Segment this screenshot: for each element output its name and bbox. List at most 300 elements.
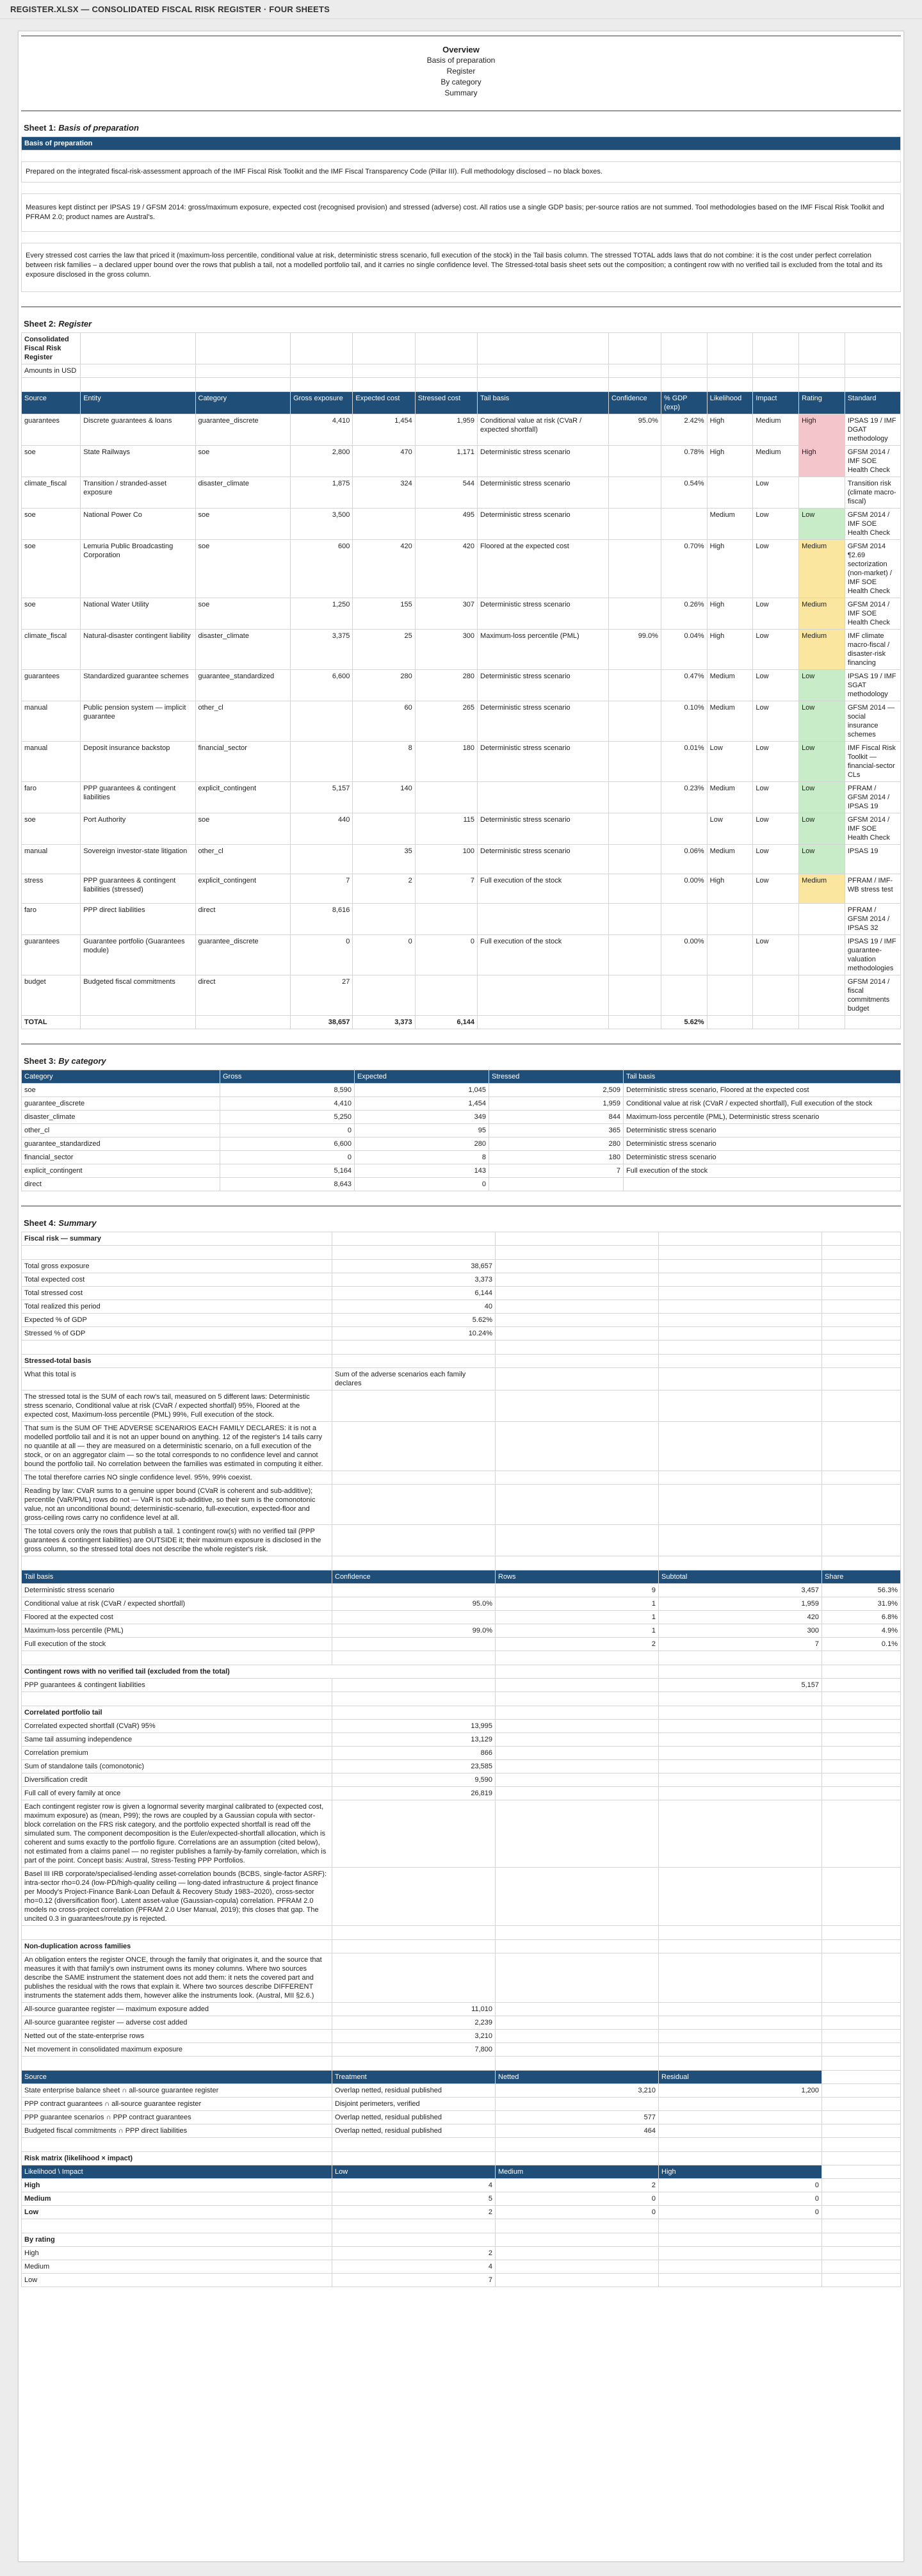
register-cell: soe (195, 598, 291, 630)
rating-cell: High (799, 446, 845, 477)
register-cell: disaster_climate (195, 630, 291, 670)
register-cell: Low (753, 845, 799, 874)
summary-row (22, 2274, 901, 2287)
register-cell: GFSM 2014 / IMF SOE Health Check (845, 813, 900, 845)
category-row (22, 1084, 901, 1097)
register-cell: 1,250 (291, 598, 353, 630)
category-row (22, 1178, 901, 1191)
category-cell: 844 (489, 1111, 624, 1124)
register-total-row (22, 1016, 901, 1029)
register-cell (478, 782, 609, 813)
summary-row (22, 1273, 901, 1287)
register-cell (608, 540, 661, 598)
matrix-cell: High (22, 2179, 332, 2192)
register-cell: 0 (353, 935, 415, 975)
category-cell: 2,509 (489, 1084, 624, 1097)
register-cell: direct (195, 975, 291, 1016)
register-cell: Deterministic stress scenario (478, 670, 609, 701)
category-cell: 6,600 (220, 1137, 355, 1151)
category-cell: 8,643 (220, 1178, 355, 1191)
sheet4-title: Sheet 4: Summary (24, 1218, 97, 1228)
register-cell: 8 (353, 742, 415, 782)
source-cell (659, 2111, 822, 2124)
register-cell: Standardized guarantee schemes (81, 670, 195, 701)
source-cell: Overlap netted, residual published (332, 2111, 496, 2124)
category-column-header: Stressed (489, 1070, 624, 1084)
register-column-header: Category (195, 392, 291, 414)
register-cell: stress (22, 874, 81, 904)
register-cell: 1,875 (291, 477, 353, 509)
register-cell: soe (22, 509, 81, 540)
tail-cell: 1 (496, 1597, 659, 1611)
category-cell: Deterministic stress scenario (624, 1137, 901, 1151)
total-cell (845, 1016, 900, 1029)
register-cell: guarantees (22, 935, 81, 975)
rating-cell: Low (799, 845, 845, 874)
corr-heading: Correlated portfolio tail (22, 1706, 332, 1720)
register-cell: climate_fiscal (22, 477, 81, 509)
total-cell (195, 1016, 291, 1029)
register-cell: manual (22, 845, 81, 874)
category-row (22, 1151, 901, 1164)
tail-cell: 3,457 (659, 1584, 822, 1597)
register-cell (291, 742, 353, 782)
register-cell: Medium (707, 509, 753, 540)
register-column-header: Stressed cost (415, 392, 477, 414)
register-cell: Deterministic stress scenario (478, 446, 609, 477)
register-cell: Low (753, 630, 799, 670)
matrix-row (22, 2179, 901, 2192)
matrix-heading: Risk matrix (likelihood × impact) (22, 2152, 332, 2165)
matrix-cell: 0 (659, 2206, 822, 2219)
summary-row (22, 1787, 901, 1800)
register-cell: 25 (353, 630, 415, 670)
register-cell (608, 874, 661, 904)
matrix-column-header: High (659, 2165, 822, 2179)
tail-cell: 56.3% (822, 1584, 901, 1597)
register-cell: guarantee_standardized (195, 670, 291, 701)
category-cell: explicit_contingent (22, 1164, 220, 1178)
register-cell: 495 (415, 509, 477, 540)
contingent-heading: Contingent rows with no verified tail (excluded from the total) (22, 1665, 496, 1679)
summary-value: 9,590 (332, 1773, 496, 1787)
category-row (22, 1111, 901, 1124)
register-cell: GFSM 2014 — social insurance schemes (845, 701, 900, 742)
source-cell: Budgeted fiscal commitments ∩ PPP direct liabilities (22, 2124, 332, 2138)
register-cell: Budgeted fiscal commitments (81, 975, 195, 1016)
spreadsheet-document (18, 31, 904, 2562)
summary-label: All-source guarantee register — maximum exposure added (22, 2003, 332, 2016)
sheet3-title: Sheet 3: By category (24, 1056, 106, 1066)
register-cell: soe (22, 813, 81, 845)
register-cell: 7 (291, 874, 353, 904)
rating-cell: Low (799, 813, 845, 845)
register-table (21, 332, 901, 1029)
register-cell: High (707, 540, 753, 598)
register-cell (353, 813, 415, 845)
register-cell: Natural-disaster contingent liability (81, 630, 195, 670)
register-cell: Low (753, 670, 799, 701)
register-cell: Medium (707, 670, 753, 701)
register-cell: direct (195, 904, 291, 935)
summary-label: Full call of every family at once (22, 1787, 332, 1800)
summary-label: Low (22, 2274, 332, 2287)
register-cell (291, 845, 353, 874)
register-row (22, 874, 901, 904)
summary-value: 866 (332, 1747, 496, 1760)
tail-column-header: Rows (496, 1570, 659, 1584)
summary-value: 40 (332, 1300, 496, 1314)
source-cell: Disjoint perimeters, verified (332, 2098, 496, 2111)
register-cell (753, 904, 799, 935)
summary-value: 23,585 (332, 1760, 496, 1773)
register-cell (608, 670, 661, 701)
register-cell: budget (22, 975, 81, 1016)
tail-cell: Full execution of the stock (22, 1638, 332, 1651)
register-cell: 0.26% (661, 598, 707, 630)
register-cell: 0.70% (661, 540, 707, 598)
category-cell: soe (22, 1084, 220, 1097)
matrix-column-header: Medium (496, 2165, 659, 2179)
category-cell: 280 (489, 1137, 624, 1151)
register-cell: 0.10% (661, 701, 707, 742)
register-cell: High (707, 598, 753, 630)
tail-cell: 99.0% (332, 1624, 496, 1638)
register-cell (291, 701, 353, 742)
rating-cell: Low (799, 670, 845, 701)
register-cell: Medium (707, 782, 753, 813)
summary-row (22, 2030, 901, 2043)
summary-paragraph: The total therefore carries NO single confidence level. 95%, 99% coexist. (22, 1471, 332, 1485)
category-cell: other_cl (22, 1124, 220, 1137)
register-cell: 0.47% (661, 670, 707, 701)
sheet2-section (21, 306, 901, 1029)
register-cell (707, 975, 753, 1016)
summary-row (22, 1300, 901, 1314)
summary-label: Same tail assuming independence (22, 1733, 332, 1747)
summary-table (21, 1232, 901, 2287)
total-cell (707, 1016, 753, 1029)
register-cell: 3,375 (291, 630, 353, 670)
category-cell: disaster_climate (22, 1111, 220, 1124)
tail-row (22, 1611, 901, 1624)
register-cell (608, 701, 661, 742)
summary-label: Stressed % of GDP (22, 1327, 332, 1341)
register-cell: 0.23% (661, 782, 707, 813)
category-cell: 143 (355, 1164, 489, 1178)
register-cell: Low (753, 935, 799, 975)
source-header-row (22, 2071, 901, 2084)
register-cell: disaster_climate (195, 477, 291, 509)
summary-label: Medium (22, 2260, 332, 2274)
register-cell (608, 813, 661, 845)
summary-row (22, 1260, 901, 1273)
register-cell: Conditional value at risk (CVaR / expected shortfall) (478, 414, 609, 446)
register-cell: Low (753, 813, 799, 845)
summary-row (22, 1760, 901, 1773)
summary-label: Correlation premium (22, 1747, 332, 1760)
register-row (22, 701, 901, 742)
total-cell: 5.62% (661, 1016, 707, 1029)
register-row (22, 670, 901, 701)
register-units: Amounts in USD (22, 364, 81, 378)
summary-paragraph: The total covers only the rows that publish a tail. 1 contingent row(s) with no verified tail (PPP guarantees & contingent liabilities) are OUTSIDE it; their maximum exposure is disclosed in the gross column, so the stressed total does not describe the whole register's risk. (22, 1525, 332, 1556)
matrix-cell: 2 (332, 2206, 496, 2219)
register-cell: soe (22, 540, 81, 598)
register-cell: High (707, 414, 753, 446)
tail-cell: Deterministic stress scenario (22, 1584, 332, 1597)
register-cell: 140 (353, 782, 415, 813)
category-cell (624, 1178, 901, 1191)
basis-table (21, 136, 901, 292)
register-cell: Deterministic stress scenario (478, 701, 609, 742)
register-cell: explicit_contingent (195, 782, 291, 813)
register-cell: 0.06% (661, 845, 707, 874)
source-row (22, 2098, 901, 2111)
register-cell: IPSAS 19 / IMF DGAT methodology (845, 414, 900, 446)
register-cell: faro (22, 782, 81, 813)
matrix-row (22, 2192, 901, 2206)
source-cell: 464 (496, 2124, 659, 2138)
category-cell (489, 1178, 624, 1191)
category-cell: guarantee_discrete (22, 1097, 220, 1111)
summary-value: 3,210 (332, 2030, 496, 2043)
rating-heading: By rating (22, 2233, 332, 2247)
category-cell: 7 (489, 1164, 624, 1178)
source-cell: PPP contract guarantees ∩ all-source guarantee register (22, 2098, 332, 2111)
register-cell: Low (753, 782, 799, 813)
register-cell: Transition / stranded-asset exposure (81, 477, 195, 509)
category-cell: 0 (220, 1124, 355, 1137)
category-header-row (22, 1070, 901, 1084)
sheet4-section (21, 1205, 901, 2287)
nondup-heading: Non-duplication across families (22, 1940, 332, 1953)
register-cell (608, 975, 661, 1016)
register-cell (608, 509, 661, 540)
register-cell (608, 598, 661, 630)
register-row (22, 509, 901, 540)
register-cell: Public pension system — implicit guarantee (81, 701, 195, 742)
tail-cell: 1 (496, 1624, 659, 1638)
summary-row (22, 1720, 901, 1733)
overview-toc (21, 39, 901, 106)
register-cell: 265 (415, 701, 477, 742)
category-cell: Maximum-loss percentile (PML), Deterministic stress scenario (624, 1111, 901, 1124)
matrix-cell: 5 (332, 2192, 496, 2206)
rating-cell (799, 904, 845, 935)
register-row (22, 414, 901, 446)
register-cell (661, 813, 707, 845)
register-cell: 0 (415, 935, 477, 975)
basis-header: Basis of preparation (22, 137, 901, 151)
source-cell: State enterprise balance sheet ∩ all-source guarantee register (22, 2084, 332, 2098)
summary-row (22, 1733, 901, 1747)
summary-label: Total stressed cost (22, 1287, 332, 1300)
register-cell: PPP guarantees & contingent liabilities (81, 782, 195, 813)
toc-link-summary[interactable]: Summary (444, 88, 478, 97)
register-cell (608, 935, 661, 975)
category-cell: 0 (355, 1178, 489, 1191)
summary-value: 38,657 (332, 1260, 496, 1273)
tail-basis-header-row (22, 1570, 901, 1584)
register-row (22, 975, 901, 1016)
category-cell: Deterministic stress scenario (624, 1151, 901, 1164)
register-cell: 470 (353, 446, 415, 477)
register-cell: Low (707, 742, 753, 782)
register-cell: GFSM 2014 / IMF SOE Health Check (845, 509, 900, 540)
summary-value: 2 (332, 2247, 496, 2260)
sheet3-section (21, 1043, 901, 1191)
rating-cell: Low (799, 509, 845, 540)
tail-cell: 1 (496, 1611, 659, 1624)
summary-label: Total gross exposure (22, 1260, 332, 1273)
tail-cell: Floored at the expected cost (22, 1611, 332, 1624)
total-cell (478, 1016, 609, 1029)
toc-link-register[interactable]: Register (446, 67, 476, 76)
summary-row (22, 1773, 901, 1787)
summary-row (22, 2247, 901, 2260)
fiscal-summary-heading: Fiscal risk — summary (22, 1232, 332, 1246)
matrix-cell: 0 (496, 2192, 659, 2206)
toc-link-basis[interactable]: Basis of preparation (426, 56, 496, 65)
register-cell: Deterministic stress scenario (478, 598, 609, 630)
tail-cell (332, 1584, 496, 1597)
summary-label: Expected % of GDP (22, 1314, 332, 1327)
category-row (22, 1097, 901, 1111)
source-cell: Overlap netted, residual published (332, 2084, 496, 2098)
register-cell: 1,171 (415, 446, 477, 477)
register-cell: 300 (415, 630, 477, 670)
summary-label: Total expected cost (22, 1273, 332, 1287)
register-cell: IPSAS 19 (845, 845, 900, 874)
register-cell: 0.04% (661, 630, 707, 670)
register-cell: 155 (353, 598, 415, 630)
register-cell: 280 (353, 670, 415, 701)
summary-value: 7 (332, 2274, 496, 2287)
basis-paragraph-1: Prepared on the integrated fiscal-risk-assessment approach of the IMF Fiscal Risk Toolkit and the IMF Fiscal Transparency Code (Pillar III). Full methodology disclosed – no black boxes. (22, 162, 901, 183)
category-cell: 8,590 (220, 1084, 355, 1097)
register-cell: State Railways (81, 446, 195, 477)
register-cell: GFSM 2014 ¶2.69 sectorization (non-market) / IMF SOE Health Check (845, 540, 900, 598)
rating-cell: Low (799, 701, 845, 742)
summary-value: 11,010 (332, 2003, 496, 2016)
matrix-cell: 4 (332, 2179, 496, 2192)
rating-cell: Medium (799, 874, 845, 904)
register-cell: 0.00% (661, 874, 707, 904)
total-cell: 38,657 (291, 1016, 353, 1029)
rating-cell: High (799, 414, 845, 446)
register-row (22, 782, 901, 813)
category-cell: 8 (355, 1151, 489, 1164)
tail-cell: Conditional value at risk (CVaR / expected shortfall) (22, 1597, 332, 1611)
rating-cell: Low (799, 782, 845, 813)
source-cell (659, 2098, 822, 2111)
summary-row (22, 1287, 901, 1300)
register-cell: 7 (415, 874, 477, 904)
register-cell: Low (753, 477, 799, 509)
register-cell (608, 742, 661, 782)
category-cell: 1,045 (355, 1084, 489, 1097)
register-cell: 280 (415, 670, 477, 701)
register-cell: 2,800 (291, 446, 353, 477)
overview-section (21, 35, 901, 106)
register-cell: Deterministic stress scenario (478, 845, 609, 874)
register-cell (707, 935, 753, 975)
source-cell (496, 2098, 659, 2111)
source-cell: 3,210 (496, 2084, 659, 2098)
category-cell: 365 (489, 1124, 624, 1137)
register-cell: PFRAM / GFSM 2014 / IPSAS 32 (845, 904, 900, 935)
register-cell: National Power Co (81, 509, 195, 540)
register-row (22, 813, 901, 845)
register-cell (608, 782, 661, 813)
source-row (22, 2124, 901, 2138)
category-row (22, 1164, 901, 1178)
register-cell (415, 975, 477, 1016)
register-cell: faro (22, 904, 81, 935)
register-cell: Deterministic stress scenario (478, 813, 609, 845)
matrix-cell: Medium (22, 2192, 332, 2206)
tail-cell: 300 (659, 1624, 822, 1638)
total-cell (799, 1016, 845, 1029)
category-cell: 349 (355, 1111, 489, 1124)
summary-row (22, 1747, 901, 1760)
matrix-cell: 0 (659, 2179, 822, 2192)
register-title: Consolidated Fiscal Risk Register (22, 333, 81, 364)
category-cell: 1,454 (355, 1097, 489, 1111)
register-cell: 5,157 (291, 782, 353, 813)
summary-row (22, 2016, 901, 2030)
register-cell: manual (22, 742, 81, 782)
window-title: REGISTER.XLSX — CONSOLIDATED FISCAL RISK REGISTER · FOUR SHEETS (0, 0, 922, 19)
register-cell: 180 (415, 742, 477, 782)
register-cell: 0.54% (661, 477, 707, 509)
register-cell: PPP direct liabilities (81, 904, 195, 935)
matrix-cell: Low (22, 2206, 332, 2219)
stb-what-value: Sum of the adverse scenarios each family declares (332, 1368, 496, 1390)
register-cell: 324 (353, 477, 415, 509)
category-column-header: Tail basis (624, 1070, 901, 1084)
total-cell: 3,373 (353, 1016, 415, 1029)
matrix-cell: 0 (496, 2206, 659, 2219)
summary-paragraph: The stressed total is the SUM of each row's tail, measured on 5 different laws: Deterministic stress scenario, Conditional value at risk (CVaR / expected shortfall) 95%, Floored at the expected cost, Maximum-loss percentile (PML) 99%, Full execution of the stock. (22, 1390, 332, 1422)
register-cell: Low (753, 509, 799, 540)
register-cell: 2 (353, 874, 415, 904)
sheet1-section (21, 110, 901, 292)
register-cell: guarantees (22, 414, 81, 446)
category-cell: 280 (355, 1137, 489, 1151)
tail-cell: Maximum-loss percentile (PML) (22, 1624, 332, 1638)
overview-title: Overview (442, 45, 480, 54)
register-cell (608, 904, 661, 935)
summary-value: 2,239 (332, 2016, 496, 2030)
summary-value: 4 (332, 2260, 496, 2274)
summary-label: Sum of standalone tails (comonotonic) (22, 1760, 332, 1773)
matrix-column-header: Likelihood \ Impact (22, 2165, 332, 2179)
register-row (22, 935, 901, 975)
register-cell: 8,616 (291, 904, 353, 935)
toc-link-by-category[interactable]: By category (441, 77, 481, 86)
source-cell: PPP guarantee scenarios ∩ PPP contract guarantees (22, 2111, 332, 2124)
tail-row (22, 1624, 901, 1638)
source-column-header: Source (22, 2071, 332, 2084)
register-cell: Low (753, 540, 799, 598)
source-row (22, 2111, 901, 2124)
category-cell: 1,959 (489, 1097, 624, 1111)
register-cell: 95.0% (608, 414, 661, 446)
register-cell: soe (22, 446, 81, 477)
category-column-header: Expected (355, 1070, 489, 1084)
